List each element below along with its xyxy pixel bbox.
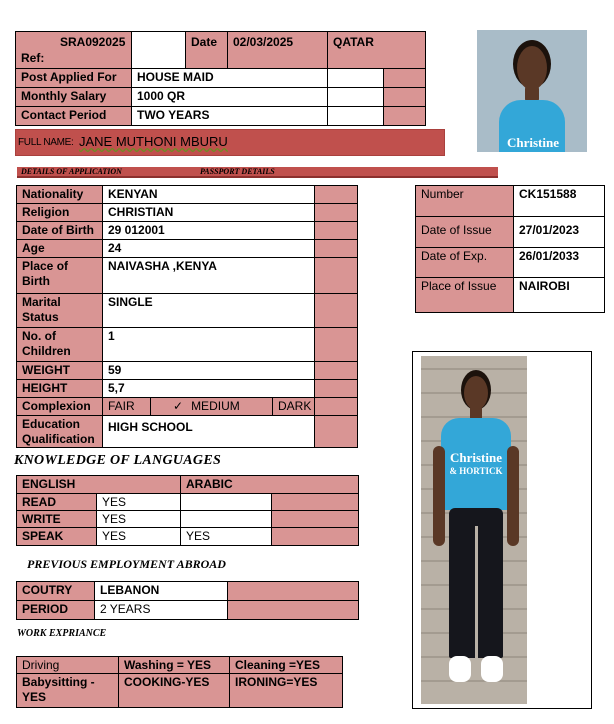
details-table (16, 185, 358, 448)
education-value: HIGH SCHOOL (103, 416, 315, 448)
date-of-birth-value: 29 012001 (103, 222, 315, 240)
experience-cleaning: Cleaning =YES (230, 657, 343, 674)
blank-cell (328, 69, 384, 88)
blank-cell (315, 258, 358, 294)
employment-heading: PREVIOUS EMPLOYMENT ABROAD (27, 557, 226, 571)
languages-english-header: ENGLISH (17, 476, 181, 494)
height-label: HEIGHT (17, 380, 103, 398)
contact-period-value: TWO YEARS (132, 107, 328, 126)
complexion-medium: MEDIUM (191, 399, 240, 413)
header-table (15, 31, 426, 126)
experience-ironing: IRONING=YES (230, 674, 343, 708)
children-label: No. of Children (17, 328, 103, 362)
passport-place-value: NAIROBI (514, 278, 605, 313)
blank-cell (384, 69, 426, 88)
blank-cell (315, 294, 358, 328)
section-details-label: DETAILS OF APPLICATION (21, 167, 122, 176)
place-of-birth-value: NAIVASHA ,KENYA (103, 258, 315, 294)
experience-cooking: COOKING-YES (119, 674, 230, 708)
speak-label: SPEAK (17, 528, 97, 546)
blank-cell (315, 362, 358, 380)
age-label: Age (17, 240, 103, 258)
date-value: 02/03/2025 (228, 32, 328, 69)
period-value: 2 YEARS (95, 601, 228, 620)
passport-number-value: CK151588 (514, 186, 605, 217)
ref-cell (16, 32, 132, 69)
country-value: LEBANON (95, 582, 228, 601)
body-shirt-text-1: Christine (450, 450, 502, 465)
country-label: COUTRY (17, 582, 95, 601)
education-label: Education Qualification (17, 416, 103, 448)
marital-status-label: Marital Status (17, 294, 103, 328)
monthly-salary-label: Monthly Salary (16, 88, 132, 107)
body-shirt-text-2: & HORTICK (449, 466, 503, 476)
portrait-photo (477, 30, 587, 152)
read-arabic (181, 494, 272, 511)
blank-cell (315, 240, 358, 258)
period-label: PERIOD (17, 601, 95, 620)
religion-value: CHRISTIAN (103, 204, 315, 222)
section-bar (17, 167, 498, 178)
speak-arabic: YES (181, 528, 272, 546)
experience-washing: Washing = YES (119, 657, 230, 674)
complexion-dark: DARK (273, 398, 315, 416)
weight-label: WEIGHT (17, 362, 103, 380)
experience-table (16, 656, 343, 708)
blank-cell (228, 582, 359, 601)
passport-exp-label: Date of Exp. (416, 248, 514, 278)
contact-period-label: Contact Period (16, 107, 132, 126)
experience-babysitting: Babysitting - YES (17, 674, 119, 708)
blank-cell (315, 222, 358, 240)
passport-issue-label: Date of Issue (416, 217, 514, 248)
height-value: 5,7 (103, 380, 315, 398)
read-label: READ (17, 494, 97, 511)
write-english: YES (97, 511, 181, 528)
write-label: WRITE (17, 511, 97, 528)
full-body-photo-frame (412, 351, 592, 709)
passport-issue-value: 27/01/2023 (514, 217, 605, 248)
blank-cell (272, 494, 359, 511)
nationality-label: Nationality (17, 186, 103, 204)
blank-cell (315, 398, 358, 416)
post-applied-label: Post Applied For (16, 69, 132, 88)
blank-cell (272, 528, 359, 546)
religion-label: Religion (17, 204, 103, 222)
full-name-label: FULL NAME: (18, 137, 74, 148)
ref-blank (132, 32, 186, 69)
portrait-shirt-text: Christine (507, 135, 559, 150)
blank-cell (328, 88, 384, 107)
age-value: 24 (103, 240, 315, 258)
full-body-photo (421, 356, 527, 704)
country-cell: QATAR (328, 32, 426, 69)
blank-cell (384, 107, 426, 126)
languages-heading: KNOWLEDGE OF LANGUAGES (14, 453, 222, 468)
post-applied-value: HOUSE MAID (132, 69, 328, 88)
passport-exp-value: 26/01/2033 (514, 248, 605, 278)
marital-status-value: SINGLE (103, 294, 315, 328)
full-name-value: JANE MUTHONI MBURU (79, 134, 228, 149)
monthly-salary-value: 1000 QR (132, 88, 328, 107)
employment-table (16, 581, 359, 620)
check-icon: ✓ (173, 399, 184, 413)
experience-driving: Driving (17, 657, 119, 674)
nationality-value: KENYAN (103, 186, 315, 204)
blank-cell (315, 186, 358, 204)
date-of-birth-label: Date of Birth (17, 222, 103, 240)
blank-cell (384, 88, 426, 107)
place-of-birth-label: Place of Birth (17, 258, 103, 294)
experience-heading: WORK EXPRIANCE (17, 628, 107, 639)
speak-english: YES (97, 528, 181, 546)
languages-table (16, 475, 359, 546)
passport-place-label: Place of Issue (416, 278, 514, 313)
languages-arabic-header: ARABIC (181, 476, 359, 494)
complexion-medium-cell (151, 398, 273, 416)
blank-cell (272, 511, 359, 528)
blank-cell (315, 204, 358, 222)
blank-cell (315, 380, 358, 398)
section-passport-label: PASSPORT DETAILS (200, 167, 275, 176)
full-name-bar (15, 129, 445, 156)
write-arabic (181, 511, 272, 528)
children-value: 1 (103, 328, 315, 362)
passport-table (415, 185, 605, 313)
complexion-label: Complexion (17, 398, 103, 416)
read-english: YES (97, 494, 181, 511)
blank-cell (315, 416, 358, 448)
blank-cell (228, 601, 359, 620)
blank-cell (328, 107, 384, 126)
blank-cell (315, 328, 358, 362)
date-label: Date (186, 32, 228, 69)
weight-value: 59 (103, 362, 315, 380)
passport-number-label: Number (416, 186, 514, 217)
ref-label: Ref: (21, 51, 45, 65)
ref-value: SRA092025 (60, 35, 126, 49)
complexion-fair: FAIR (103, 398, 151, 416)
